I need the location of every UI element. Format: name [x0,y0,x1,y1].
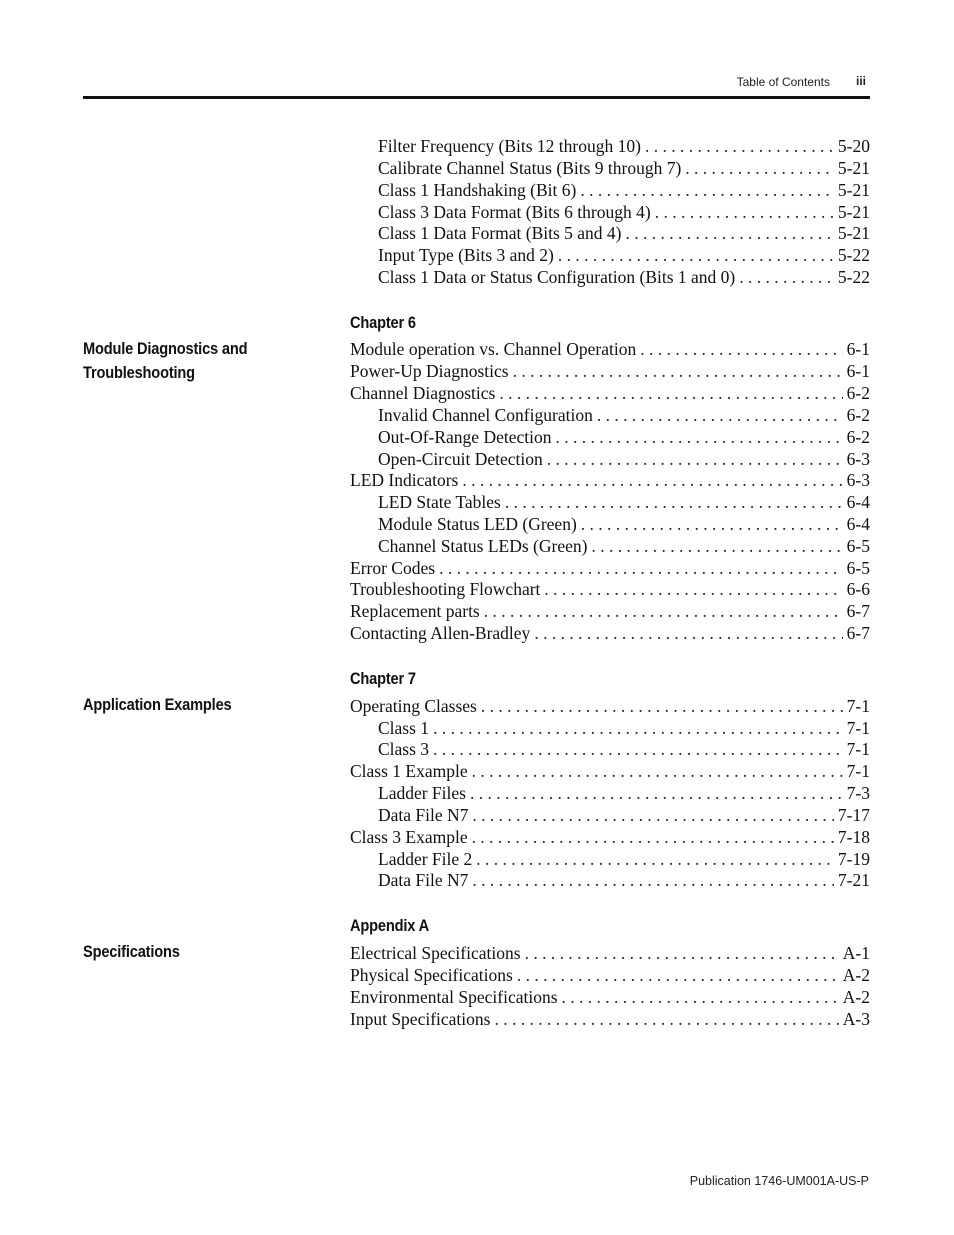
toc-entry[interactable]: Out-Of-Range Detection . . . 6-2 [378,426,870,448]
toc-entry[interactable]: Module operation vs. Channel Operation . . . 6-1 [350,338,870,360]
toc-entry[interactable]: Channel Status LEDs (Green) . . . 6-5 [378,535,870,557]
toc-entry[interactable]: Input Specifications . . . A-3 [350,1008,870,1030]
toc-entry[interactable]: Data File N7 . . . 7-17 [378,804,870,826]
toc-entry[interactable]: Error Codes . . . 6-5 [350,557,870,579]
toc-entry[interactable]: Operating Classes . . . 7-1 [350,695,870,717]
toc-entry[interactable]: Channel Diagnostics . . . 6-2 [350,382,870,404]
running-header-title: Table of Contents [736,75,830,89]
toc-entry[interactable]: Filter Frequency (Bits 12 through 10) . . . 5-20 [378,135,870,157]
toc-entry[interactable]: Open-Circuit Detection . . . 6-3 [378,448,870,470]
toc-entry[interactable]: Class 1 Data or Status Configuration (Bits 1 and 0) . . . 5-22 [378,266,870,288]
toc-entry[interactable]: Class 3 . . . 7-1 [378,738,870,760]
appendix-a-label: Appendix A [350,916,429,935]
toc-entry[interactable]: Ladder File 2 . . . 7-19 [378,848,870,870]
toc-entry[interactable]: Calibrate Channel Status (Bits 9 through 7) . . . 5-21 [378,157,870,179]
toc-entry[interactable]: Class 3 Example . . . 7-18 [350,826,870,848]
toc-entry[interactable]: Data File N7 . . . 7-21 [378,869,870,891]
header-rule [83,96,870,99]
toc-entry[interactable]: Power-Up Diagnostics . . . 6-1 [350,360,870,382]
toc-entry[interactable]: Environmental Specifications . . . A-2 [350,986,870,1008]
chapter-6-title [83,337,281,385]
appendix-a-title: Specifications [83,942,180,961]
toc-entry[interactable]: Invalid Channel Configuration . . . 6-2 [378,404,870,426]
toc-entry[interactable]: Electrical Specifications . . . A-1 [350,942,870,964]
toc-entry[interactable]: Module Status LED (Green) . . . 6-4 [378,513,870,535]
chapter-6-label: Chapter 6 [350,313,416,332]
toc-entry[interactable]: Class 3 Data Format (Bits 6 through 4) . . . 5-21 [378,201,870,223]
toc-entry[interactable]: Replacement parts . . . 6-7 [350,600,870,622]
toc-entry[interactable]: Class 1 Data Format (Bits 5 and 4) . . . 5-21 [378,222,870,244]
chapter-6-title-line2: Troubleshooting [83,363,195,382]
page-number: iii [856,74,867,88]
toc-entry[interactable]: Class 1 Handshaking (Bit 6) . . . 5-21 [378,179,870,201]
toc-entry[interactable]: Contacting Allen-Bradley . . . 6-7 [350,622,870,644]
toc-entry[interactable]: Class 1 Example . . . 7-1 [350,760,870,782]
toc-entry[interactable]: Troubleshooting Flowchart . . . 6-6 [350,578,870,600]
toc-entry[interactable]: Physical Specifications . . . A-2 [350,964,870,986]
toc-entry[interactable]: LED Indicators . . . 6-3 [350,469,870,491]
toc-entry[interactable]: Ladder Files . . . 7-3 [378,782,870,804]
toc-entry[interactable]: Input Type (Bits 3 and 2) . . . 5-22 [378,244,870,266]
toc-entry[interactable]: Class 1 . . . 7-1 [378,717,870,739]
chapter-6-title-line1: Module Diagnostics and [83,339,248,358]
publication-footer: Publication 1746-UM001A-US-P [689,1174,869,1188]
chapter-7-title: Application Examples [83,695,232,714]
chapter-7-label: Chapter 7 [350,669,416,688]
toc-entry[interactable]: LED State Tables . . . 6-4 [378,491,870,513]
